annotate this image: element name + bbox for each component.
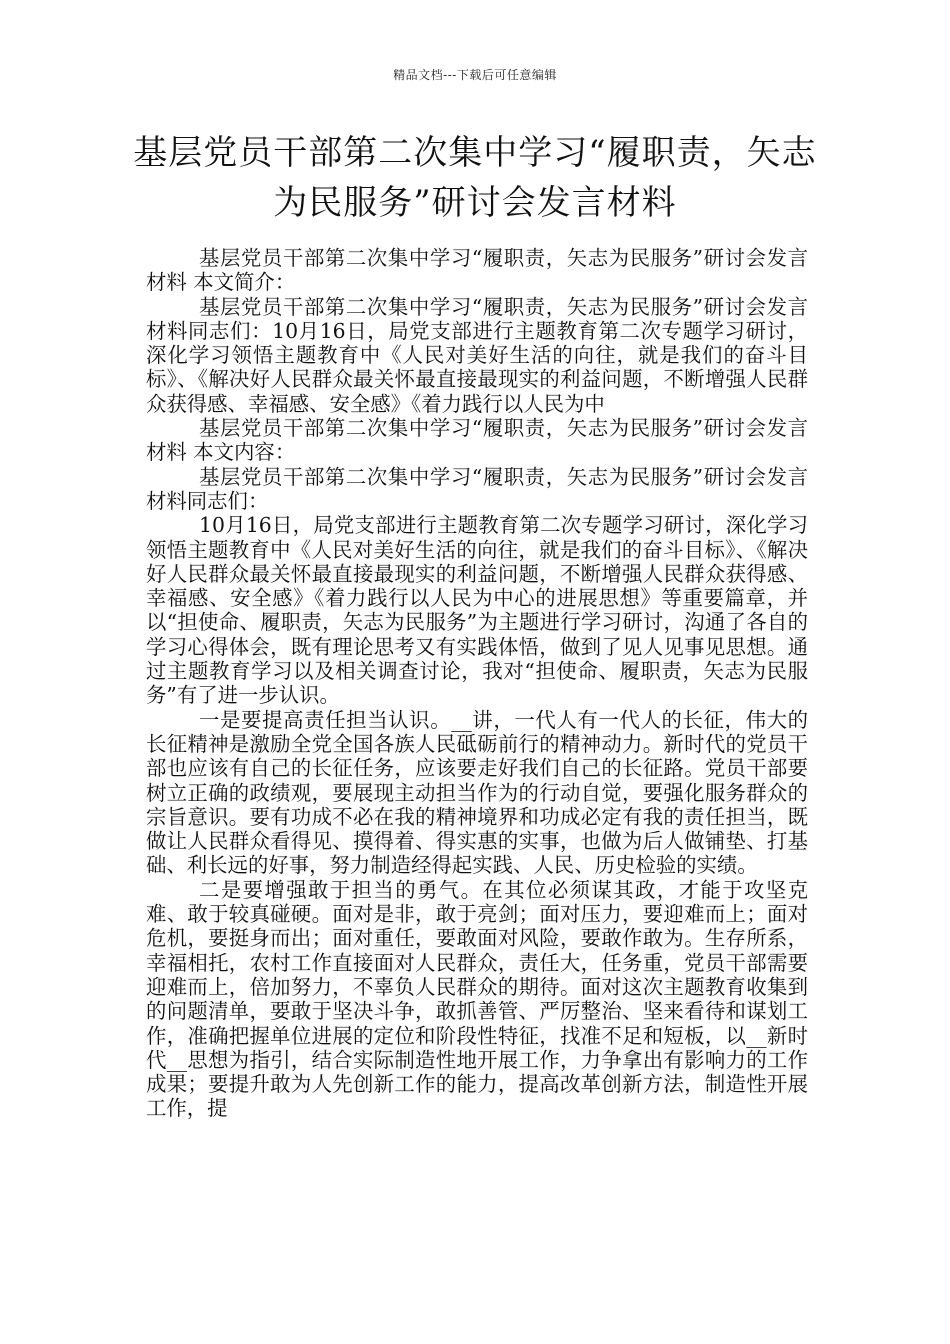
paragraph: 基层党员干部第二次集中学习“履职责，矢志为民服务”研讨会发言材料同志们：10月16日，局党支部进行主题教育第二次专题学习研讨，深化学习领悟主题教育中《人民对美好生活的向往，就是我们的奋斗目标》、《解决好人民群众最关怀最直接最现实的利益问题，不断增强人民群众获得感、幸福感、安全感》《着力践行以人民为中	[146, 294, 808, 416]
paragraph: 二是要增强敢于担当的勇气。在其位必须谋其政，才能于攻坚克难、敢于较真碰硬。面对是非，敢于亮剑；面对压力，要迎难而上；面对危机，要挺身而出；面对重任，要敢面对风险，要敢作敢为。生存所系，幸福相托，农村工作直接面对人民群众，责任大，任务重，党员干部需要迎难而上，倍加努力，不辜负人民群众的期待。面对这次主题教育收集到的问题清单，要敢于坚决斗争，敢抓善管、严厉整治、坚来看待和谋划工作，准确把握单位进展的定位和阶段性特征，找准不足和短板，以__新时代__思想为指引，结合实际制造性地开展工作，力争拿出有影响力的工作成果；要提升敢为人先创新工作的能力，提高改革创新方法，制造性开展工作，提	[146, 877, 808, 1121]
paragraph: 基层党员干部第二次集中学习“履职责，矢志为民服务”研讨会发言材料 本文内容：	[146, 416, 808, 465]
document-body	[146, 246, 808, 1121]
paragraph: 基层党员干部第二次集中学习“履职责，矢志为民服务”研讨会发言材料同志们：	[146, 464, 808, 513]
page-header-note: 精品文档---下载后可任意编辑	[393, 68, 557, 82]
paragraph: 一是要提高责任担当认识。__讲，一代人有一代人的长征，伟大的长征精神是激励全党全国各族人民砥砺前行的精神动力。新时代的党员干部也应该有自己的长征任务，应该要走好我们自己的长征路。党员干部要树立正确的政绩观，要展现主动担当作为的行动自觉，要强化服务群众的宗旨意识。要有功成不必在我的精神境界和功成必定有我的责任担当，既做让人民群众看得见、摸得着、得实惠的实事，也做为后人做铺垫、打基础、利长远的好事，努力制造经得起实践、人民、历史检验的实绩。	[146, 707, 808, 878]
paragraph: 10月16日，局党支部进行主题教育第二次专题学习研讨，深化学习领悟主题教育中《人民对美好生活的向往，就是我们的奋斗目标》、《解决好人民群众最关怀最直接最现实的利益问题，不断增强人民群众获得感、幸福感、安全感》《着力践行以人民为中心的进展思想》等重要篇章，并以“担使命、履职责，矢志为民服务”为主题进行学习研讨，沟通了各自的学习心得体会，既有理论思考又有实践体悟，做到了见人见事见思想。通过主题教育学习以及相关调查讨论，我对“担使命、履职责，矢志为民服务”有了进一步认识。	[146, 513, 808, 708]
document-title: 基层党员干部第二次集中学习“履职责，矢志为民服务”研讨会发言材料	[133, 133, 817, 223]
paragraph: 基层党员干部第二次集中学习“履职责，矢志为民服务”研讨会发言材料 本文简介：	[146, 246, 808, 295]
